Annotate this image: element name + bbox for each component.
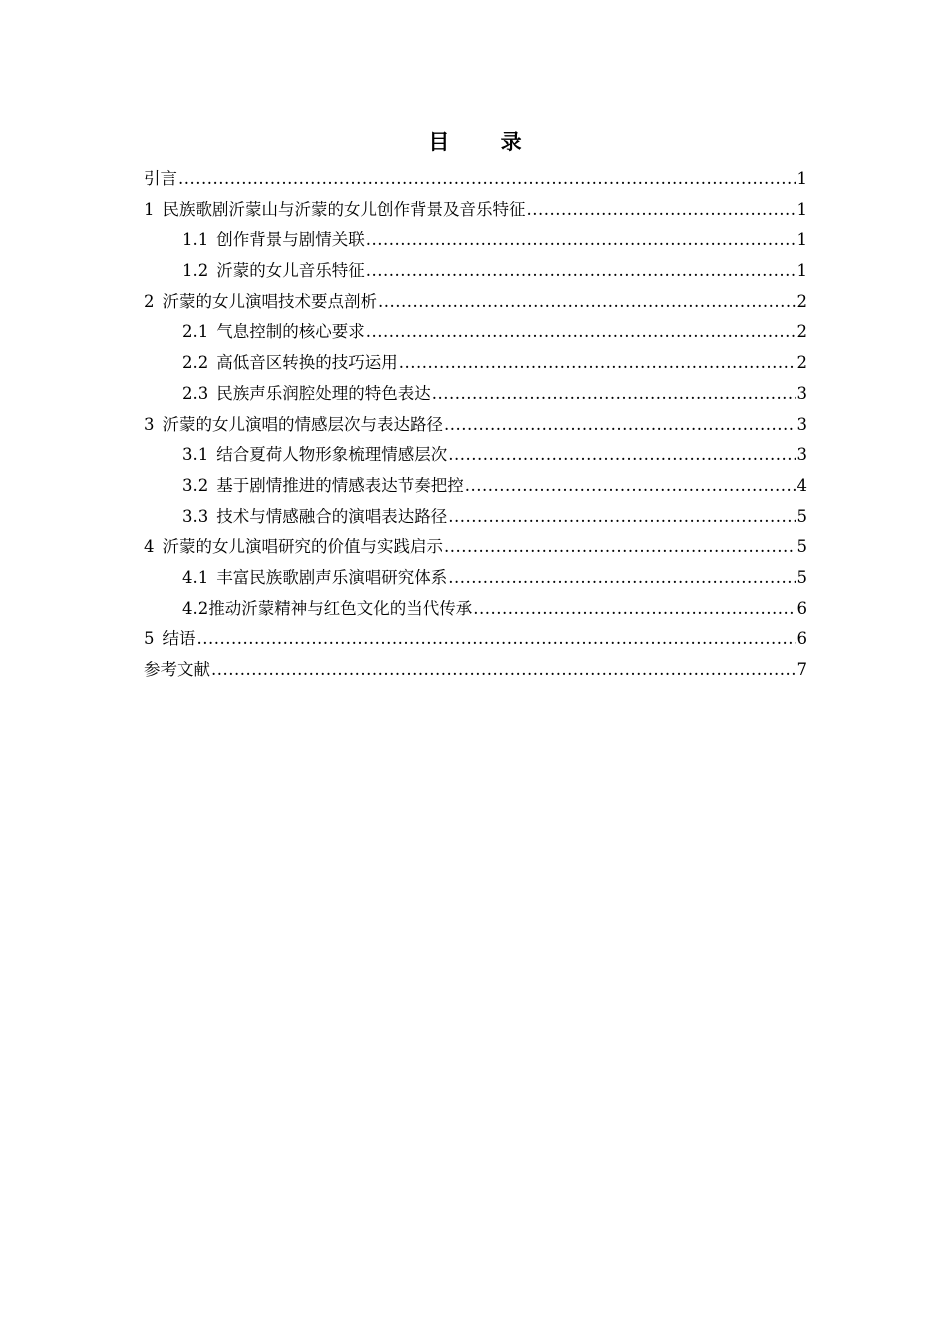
toc-entry-label: [144, 655, 210, 686]
toc-entry-page-number: 3: [796, 414, 807, 434]
toc-entry-text: 民族声乐润腔处理的特色表达: [216, 383, 431, 403]
toc-entry[interactable]: [144, 256, 807, 287]
toc-entry-number: 1.1: [182, 230, 209, 250]
toc-entry-label: [144, 410, 443, 441]
toc-dot-leader: [527, 195, 796, 226]
toc-entry-page-number: 3: [796, 383, 807, 403]
toc-entry-number: 3.1: [182, 445, 209, 465]
toc-entry[interactable]: [144, 471, 807, 502]
toc-entry-number: 3.3: [182, 506, 209, 526]
toc-entry-number: 3.2: [182, 475, 209, 495]
toc-entry-text: 沂蒙的女儿演唱研究的价值与实践启示: [162, 537, 443, 557]
toc-entry[interactable]: [144, 440, 807, 471]
toc-entry-number: 2.3: [182, 383, 209, 403]
toc-entry[interactable]: [144, 287, 807, 318]
toc-entry-page-number: 5: [796, 567, 807, 587]
table-of-contents: [144, 164, 807, 686]
toc-dot-leader: [448, 563, 795, 594]
toc-entry-page-number: 1: [796, 261, 807, 281]
toc-entry-text: 参考文献: [144, 660, 210, 679]
toc-dot-leader: [448, 440, 795, 471]
toc-entry-page-number: 2: [796, 291, 807, 311]
toc-dot-leader: [448, 502, 795, 533]
toc-entry-page-number: 7: [796, 660, 807, 679]
toc-dot-leader: [432, 379, 796, 410]
toc-entry-page-number: 1: [796, 199, 807, 219]
toc-entry-label: [144, 532, 443, 563]
toc-entry-label: [144, 624, 196, 655]
toc-entry-text: 推动沂蒙精神与红色文化的当代传承: [208, 598, 473, 618]
toc-dot-leader: [378, 287, 796, 318]
toc-entry[interactable]: [144, 563, 807, 594]
toc-entry-text: 沂蒙的女儿演唱的情感层次与表达路径: [162, 414, 443, 434]
toc-entry-text: 沂蒙的女儿音乐特征: [216, 261, 365, 281]
toc-entry[interactable]: [144, 195, 807, 226]
toc-entry-label: [182, 471, 464, 502]
toc-dot-leader: [211, 655, 796, 686]
toc-dot-leader: [444, 532, 796, 563]
toc-entry-text: 创作背景与剧情关联: [216, 230, 365, 250]
toc-entry-text: 结合夏荷人物形象梳理情感层次: [216, 445, 448, 465]
toc-entry[interactable]: [144, 225, 807, 256]
toc-entry-number: 4: [144, 537, 155, 557]
toc-entry-text: 民族歌剧沂蒙山与沂蒙的女儿创作背景及音乐特征: [162, 199, 526, 219]
toc-dot-leader: [473, 594, 795, 625]
toc-entry-number: 4.2: [182, 598, 209, 618]
toc-entry-text: 基于剧情推进的情感表达节奏把控: [216, 475, 464, 495]
toc-entry-page-number: 3: [796, 445, 807, 465]
toc-dot-leader: [366, 256, 796, 287]
toc-entry-number: 3: [144, 414, 155, 434]
toc-entry-page-number: 2: [796, 322, 807, 342]
toc-entry-label: [144, 164, 177, 195]
toc-entry-label: [182, 502, 447, 533]
toc-entry-text: 技术与情感融合的演唱表达路径: [216, 506, 448, 526]
toc-entry-label: [144, 195, 526, 226]
toc-entry-label: [182, 594, 472, 625]
toc-entry-page-number: 2: [796, 353, 807, 373]
toc-entry-number: 2.1: [182, 322, 209, 342]
toc-entry-label: [182, 348, 398, 379]
toc-entry-number: 1.2: [182, 261, 209, 281]
toc-dot-leader: [366, 317, 796, 348]
toc-entry-page-number: 1: [796, 230, 807, 250]
toc-dot-leader: [444, 410, 796, 441]
toc-entry-number: 2.2: [182, 353, 209, 373]
toc-entry-page-number: 5: [796, 506, 807, 526]
toc-entry-text: 高低音区转换的技巧运用: [216, 353, 398, 373]
toc-entry[interactable]: [144, 594, 807, 625]
toc-entry-number: 2: [144, 291, 155, 311]
toc-entry-page-number: 4: [796, 475, 807, 495]
toc-entry-text: 气息控制的核心要求: [216, 322, 365, 342]
toc-dot-leader: [197, 624, 796, 655]
toc-entry-label: [182, 225, 365, 256]
toc-entry-page-number: 5: [796, 537, 807, 557]
toc-entry-page-number: 6: [796, 598, 807, 618]
toc-entry[interactable]: [144, 164, 807, 195]
toc-entry-number: 5: [144, 629, 155, 649]
toc-entry-label: [182, 440, 447, 471]
toc-title: 目 录: [428, 130, 544, 154]
toc-dot-leader: [399, 348, 796, 379]
toc-dot-leader: [465, 471, 796, 502]
toc-entry-text: 沂蒙的女儿演唱技术要点剖析: [162, 291, 377, 311]
toc-entry[interactable]: [144, 624, 807, 655]
toc-entry-label: [182, 317, 365, 348]
toc-entry-number: 4.1: [182, 567, 209, 587]
toc-entry-text: 丰富民族歌剧声乐演唱研究体系: [216, 567, 448, 587]
toc-entry[interactable]: [144, 317, 807, 348]
toc-entry-label: [182, 256, 365, 287]
toc-entry-text: 结语: [162, 629, 196, 649]
toc-entry-page-number: 1: [796, 169, 807, 188]
toc-entry[interactable]: [144, 410, 807, 441]
toc-entry-label: [182, 379, 431, 410]
toc-entry[interactable]: [144, 502, 807, 533]
toc-entry-label: [144, 287, 377, 318]
toc-entry[interactable]: [144, 348, 807, 379]
toc-entry[interactable]: [144, 379, 807, 410]
toc-entry[interactable]: [144, 532, 807, 563]
toc-entry-number: 1: [144, 199, 155, 219]
toc-entry[interactable]: [144, 655, 807, 686]
toc-entry-label: [182, 563, 447, 594]
toc-entry-page-number: 6: [796, 629, 807, 649]
toc-dot-leader: [178, 164, 796, 195]
toc-entry-text: 引言: [144, 169, 177, 188]
toc-dot-leader: [366, 225, 796, 256]
